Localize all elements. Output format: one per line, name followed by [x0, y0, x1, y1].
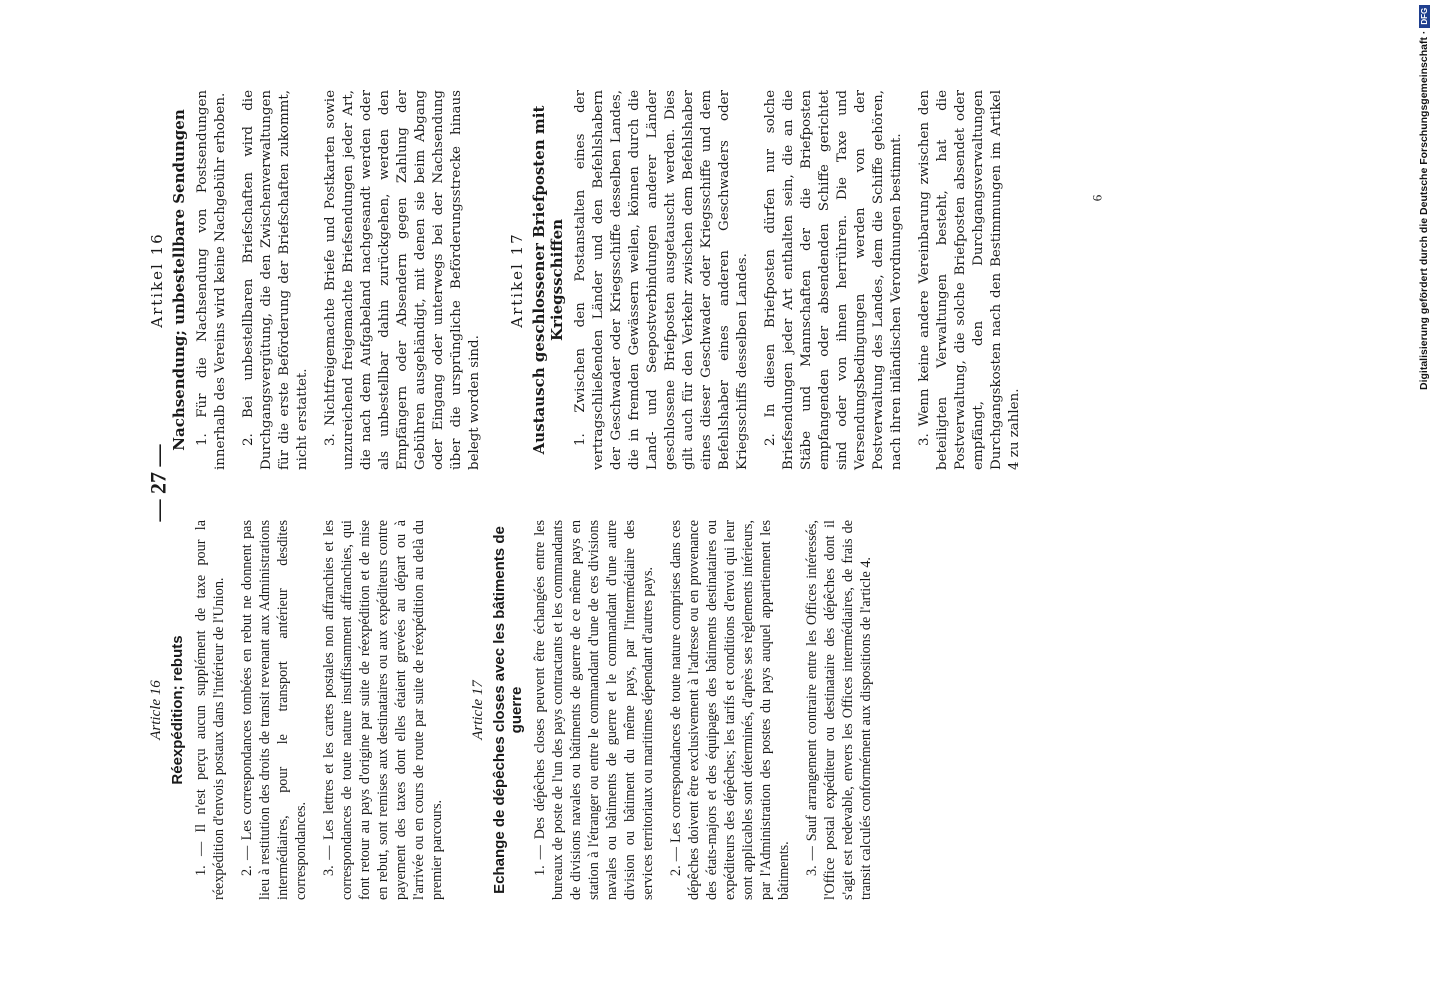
article-17-para-2-de: 2. In diesen Briefposten dürfen nur solche Briefsendungen jeder Art enthalten sein, die an die Stäbe und Mannschaften der die Briefposten empfangenden oder absendenden Schiffe gerichtet sind oder von ihnen herrühren. Die Taxe und Versendungsbedingungen werden von der Postverwaltung des Landes, dem die Schiffe gehören, nach ihren inländischen Verordnungen bestimmt. — [763, 90, 904, 470]
french-column — [140, 520, 885, 900]
article-16-para-3-de: 3. Nichtfreigemachte Briefe und Postkarten sowie unzureichend freigemachte Briefsendungen jeder Art, die nach dem Aufgabeland nachgesandt werden oder als unbestellbar dahin zurückgehen, werden den Empfängern oder Absendern gegen Zahlung der Gebühren ausgehändigt, mit denen sie beim Abgang oder Eingang oder unterwegs bei der Nachsendung über die ursprüngliche Beförderungsstrecke hinaus belegt worden sind. — [323, 90, 482, 470]
article-16-para-2-fr: 2. — Les correspondances tombées en rebut ne donnent pas lieu à restitution des droits de transit revenant aux Administrations intermédiaires, pour le transport antérieur desdites correspondances. — [239, 520, 309, 900]
article-17-title-fr: Echange de dépêches closes avec les bâtiments de guerre — [491, 526, 525, 894]
article-16-heading-de: Artikel 16 — [148, 232, 166, 328]
article-17-heading-fr: Article 17 — [470, 680, 486, 740]
rotated-page — [100, 20, 1180, 900]
page-number: — 27 — — [145, 444, 171, 522]
article-16-para-2-de: 2. Bei unbestellbaren Briefschaften wird die Durchgangsvergütung, die den Zwischenverwaltungen für die erste Beförderung der Briefschaften zukommt, nicht erstattet. — [241, 90, 310, 470]
article-17-para-1-fr: 1. — Des dépêches closes peuvent être échangées entre les bureaux de poste de l'un des pays contractants et les commandants de divisions navales ou bâtiments de guerre de ce même pays en station à l'étranger ou entre le commandant d'une de ces divisions navales ou bâtiments de guerre et le commandant d'une autre division ou bâtiment du même pays, par l'intermédiaire des services territoriaux ou maritimes dépendant d'autres pays. — [532, 520, 656, 900]
article-16-para-1-de: 1. Für die Nachsendung von Postsendungen innerhalb des Vereins wird keine Nachgebühr erhoben. — [195, 90, 228, 470]
funding-note-text: Digitalisierung gefördert durch die Deutsche Forschungsgemeinschaft · — [1418, 30, 1430, 390]
article-16-para-1-fr: 1. — Il n'est perçu aucun supplément de taxe pour la réexpédition d'envois postaux dans l'intérieur de l'Union. — [193, 520, 227, 900]
footer-page-number: 6 — [1089, 194, 1105, 202]
article-17-para-1-de: 1. Zwischen den Postanstalten eines der vertragschließenden Länder und den Befehlshabern der Geschwader oder Kriegsschiffe desselben Landes, die in fremden Gewässern weilen, können durch die Land- und Seepostverbindungen anderer Länder geschlossene Briefposten ausgetauscht werden. Dies gilt auch für den Verkehr zwischen dem Befehlshaber eines dieser Geschwader oder Kriegsschiffe und dem Befehlshaber eines anderen Geschwaders oder Kriegsschiffs desselben Landes. — [573, 90, 750, 470]
article-16-heading-fr: Article 16 — [148, 680, 164, 740]
article-16-title-fr: Réexpédition; rebuts — [169, 635, 186, 785]
article-16-title-de: Nachsendung; unbestellbare Sendungen — [170, 109, 188, 451]
article-17-para-3-de: 3. Wenn keine andere Vereinbarung zwischen den beteiligten Verwaltungen besteht, hat die Postverwaltung, die solche Briefposten absendet oder empfängt, den Durchgangsverwaltungen Durchgangskosten nach den Bestimmungen im Artikel 4 zu zahlen. — [917, 90, 1022, 470]
digitization-note — [1418, 7, 1434, 390]
dfg-logo: DFG — [1419, 5, 1430, 28]
article-17-para-3-fr: 3. — Sauf arrangement contraire entre les Offices intéressés, l'Office postal expéditeur ou destinataire des dépêches dont il s'agit est redevable, envers les Offices intermédiaires, de frais de transit calculés conformément aux dispositions de l'article 4. — [804, 520, 874, 900]
article-17-para-2-fr: 2. — Les correspondances de toute nature comprises dans ces dépêches doivent être exclusivement à l'adresse ou en provenance des états-majors et des équipages des bâtiments destinataires ou expéditeurs des dépêches; les tarifs et conditions d'envoi qui leur sont applicables sont déterminés, d'après ses règlements intérieurs, par l'Administration des postes du pays auquel appartiennent les bâtiments. — [668, 520, 792, 900]
article-16-para-3-fr: 3. — Les lettres et les cartes postales non affranchies et les correspondances de toute nature insuffisamment affranchies, qui font retour au pays d'origine par suite de réexpédition et de mise en rebut, sont remises aux destinataires ou aux expéditeurs contre payement des taxes dont elles étaient grevées au départ ou à l'arrivée ou en cours de route par suite de réexpédition au delà du premier parcours. — [321, 520, 445, 900]
article-17-heading-de: Artikel 17 — [508, 232, 526, 328]
article-17-title-de: Austausch geschlossener Briefposten mit Kriegsschiffen — [530, 105, 566, 455]
german-column — [140, 90, 1034, 470]
